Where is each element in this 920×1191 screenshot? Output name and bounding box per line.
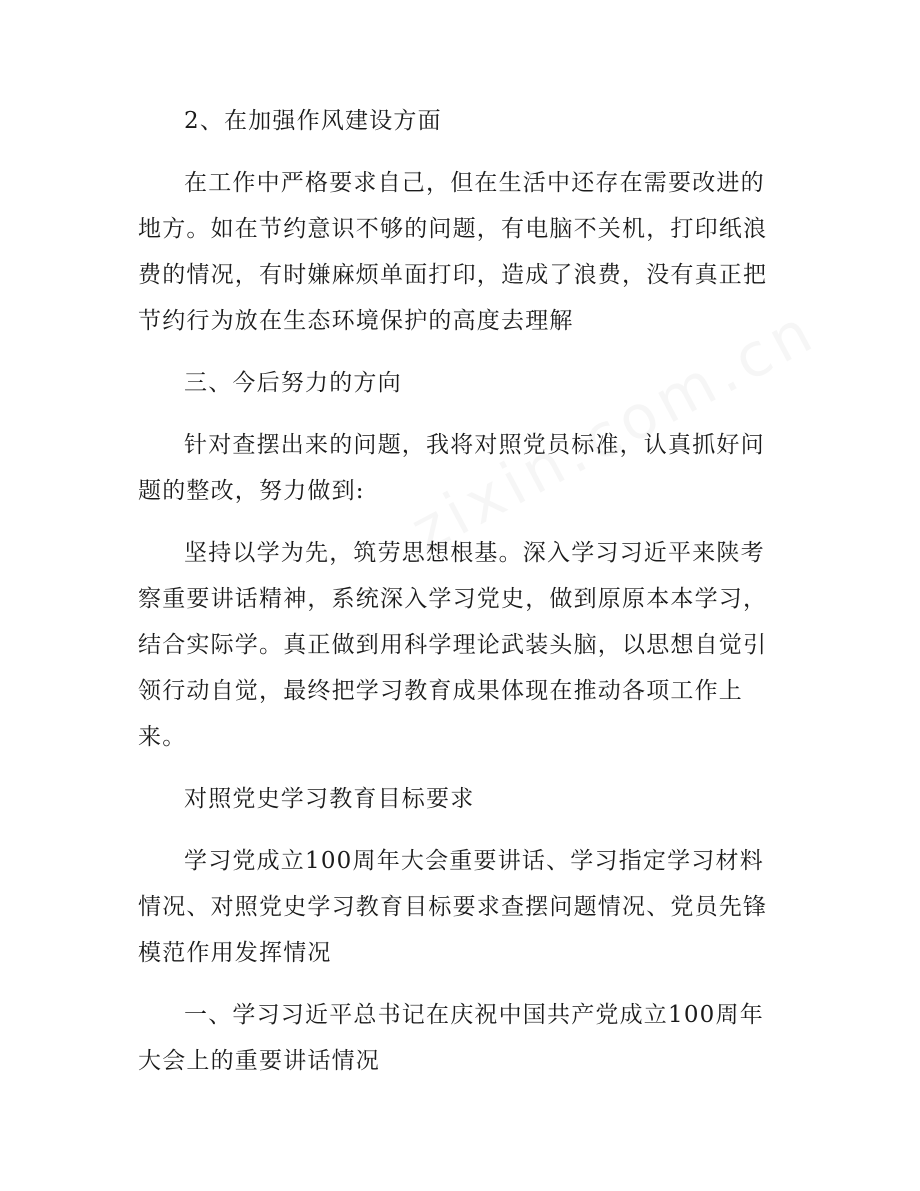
section-heading-speech: 一、学习习近平总书记在庆祝中国共产党成立100周年大会上的重要讲话情况: [138, 1002, 764, 1074]
section-heading-direction: 三、今后努力的方向: [184, 370, 402, 396]
paragraph-study-first: 坚持以学为先，筑劳思想根基。深入学习习近平来陕考察重要讲话精神，系统深入学习党史，做到原原本本学习，结合实际学。真正做到用科学理论武装头脑，以思想自觉引领行动自觉，最终把学习教育成果体现在推动各项工作上来。: [138, 540, 768, 750]
paragraph-rectification: 针对查摆出来的问题，我将对照党员标准，认真抓好问题的整改，努力做到:: [138, 432, 765, 504]
document-body: [138, 98, 770, 1084]
section-heading-style: 2、在加强作风建设方面: [184, 108, 442, 134]
section-heading-goals: 对照党史学习教育目标要求: [184, 786, 475, 812]
paragraph-study-items: 学习党成立100周年大会重要讲话、学习指定学习材料情况、对照党史学习教育目标要求查摆问题情况、党员先锋模范作用发挥情况: [138, 848, 768, 966]
paragraph-style-issues: 在工作中严格要求自己，但在生活中还存在需要改进的地方。如在节约意识不够的问题，有电脑不关机，打印纸浪费的情况，有时嫌麻烦单面打印，造成了浪费，没有真正把节约行为放在生态环境保护的高度去理解: [138, 170, 768, 334]
